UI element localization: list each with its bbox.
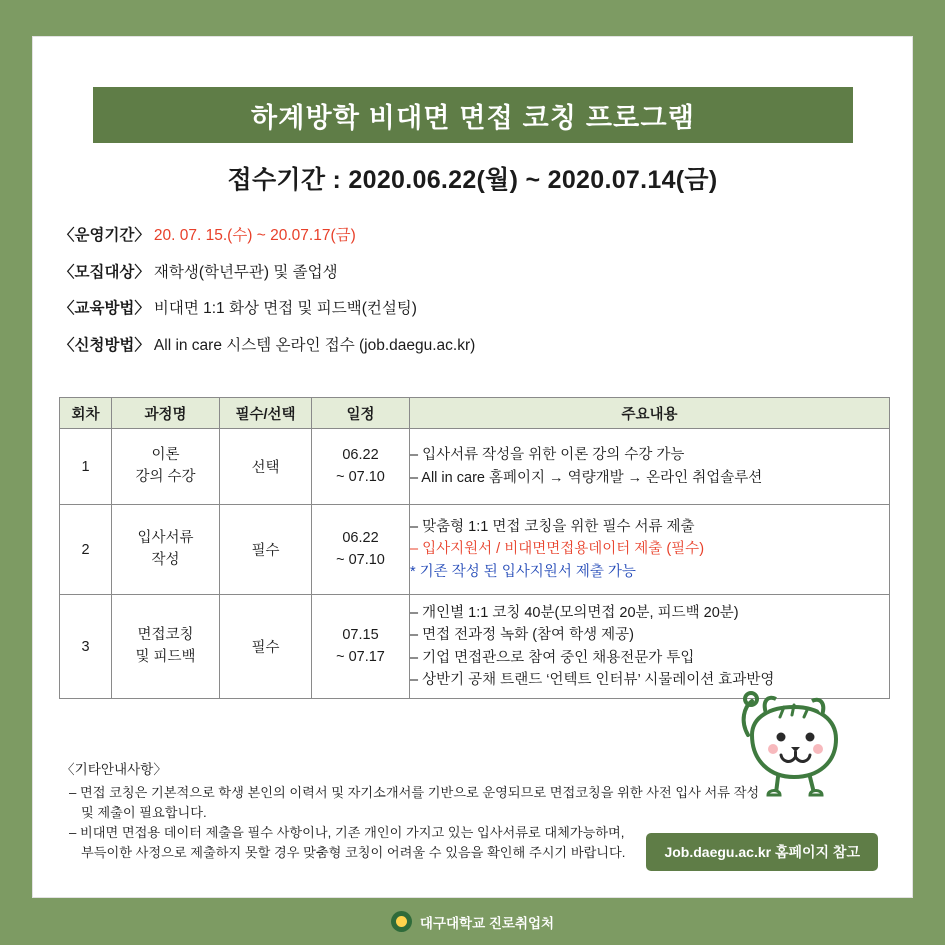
- th-course-name: 과정명: [112, 398, 220, 429]
- cell-course-name-line2: 작성: [151, 551, 180, 568]
- program-table: [59, 397, 890, 699]
- th-main-content: 주요내용: [410, 398, 890, 429]
- note-line: 및 제출이 필요합니다.: [81, 805, 207, 821]
- cell-no: 3: [60, 595, 112, 699]
- cell-schedule: [312, 429, 410, 505]
- table-row: [60, 429, 890, 505]
- cell-course-name-line2: 강의 수강: [135, 468, 196, 485]
- desc-line-highlight: – 입사지원서 / 비대면면접용데이터 제출 (필수): [410, 541, 705, 558]
- desc-line: – 상반기 공채 트랜드 ‘언텍트 인터뷰’ 시물레이션 효과반영: [410, 671, 775, 688]
- info-label: 〈교육방법〉: [59, 300, 150, 317]
- info-value: 20. 07. 15.(수) ~ 20.07.17(금): [153, 227, 356, 244]
- mascot-illustration: [718, 677, 868, 807]
- info-row-target: [59, 260, 889, 282]
- table-row: [60, 505, 890, 595]
- desc-line-note: * 기존 작성 된 입사지원서 제출 가능: [410, 563, 636, 580]
- cell-schedule-line1: 06.22: [342, 530, 379, 547]
- th-no: 회차: [60, 398, 112, 429]
- info-label: 〈모집대상〉: [59, 263, 150, 281]
- desc-line: – 기업 면접관으로 참여 중인 채용전문가 투입: [410, 649, 695, 666]
- cell-course-name-line1: 면접코칭: [137, 627, 194, 644]
- note-line: – 면접 코칭은 기본적으로 학생 본인의 이력서 및 자기소개서를 기반으로 운영되므로 면접코칭을 위한 사전 입사 서류 작성: [69, 785, 760, 801]
- info-row-apply: [59, 333, 889, 355]
- desc-line: – 입사서류 작성을 위한 이론 강의 수강 가능: [410, 447, 685, 464]
- cell-schedule-line1: 07.15: [342, 627, 379, 644]
- footer-org-name: 대구대학교 진로취업처: [419, 915, 555, 931]
- cell-no: 2: [60, 505, 112, 595]
- cell-schedule: [312, 505, 410, 595]
- notes-heading: 〈기타안내사항〉: [61, 762, 167, 777]
- info-row-operating-period: [59, 223, 889, 245]
- cell-description: [410, 505, 890, 595]
- info-block: [59, 223, 889, 369]
- page-title: 하계방학 비대면 면접 코칭 프로그램: [250, 102, 696, 133]
- cell-schedule-line2: ~ 07.17: [336, 648, 385, 665]
- cell-no: 1: [60, 429, 112, 505]
- cell-course-name-line1: 이론: [151, 447, 180, 464]
- desc-line: – 개인별 1:1 코칭 40분(모의면접 20분, 피드백 20분): [410, 604, 739, 621]
- title-banner: [93, 87, 853, 143]
- th-required-optional: 필수/선택: [220, 398, 312, 429]
- cell-schedule-line1: 06.22: [342, 447, 379, 464]
- table-header-row: [60, 398, 890, 429]
- footer-bar: [0, 898, 945, 945]
- homepage-reference-badge[interactable]: Job.daegu.ac.kr 홈페이지 참고: [646, 833, 878, 871]
- cell-required: 선택: [220, 429, 312, 505]
- th-schedule: 일정: [312, 398, 410, 429]
- desc-line: – 맞춤형 1:1 면접 코칭을 위한 필수 서류 제출: [410, 518, 695, 535]
- program-table-wrapper: [59, 397, 889, 699]
- info-value: All in care 시스템 온라인 접수 (job.daegu.ac.kr): [153, 336, 476, 354]
- cell-description: [410, 429, 890, 505]
- desc-line: – All in care 홈페이지 → 역량개발 → 온라인 취업솔루션: [410, 469, 763, 486]
- info-row-method: [59, 296, 889, 318]
- cell-course-name-line1: 입사서류: [137, 530, 194, 547]
- info-label: 〈신청방법〉: [59, 336, 150, 354]
- cell-course-name: [112, 505, 220, 595]
- university-logo-icon: [391, 911, 412, 932]
- info-label: 〈운영기간〉: [59, 227, 150, 244]
- poster-card: [32, 36, 913, 898]
- note-line: 부득이한 사정으로 제출하지 못할 경우 맞춤형 코칭이 어려울 수 있음을 확인해 주시기 바랍니다.: [81, 844, 626, 860]
- cell-course-name-line2: 및 피드백: [135, 648, 196, 665]
- cell-course-name: [112, 429, 220, 505]
- info-value: 비대면 1:1 화상 면접 및 피드백(컨설팅): [153, 300, 417, 317]
- cell-required: 필수: [220, 595, 312, 699]
- cell-schedule-line2: ~ 07.10: [336, 468, 385, 485]
- cell-course-name: [112, 595, 220, 699]
- cell-required: 필수: [220, 505, 312, 595]
- desc-line: – 면접 전과정 녹화 (참여 학생 제공): [410, 627, 634, 644]
- subtitle-period: 접수기간 : 2020.06.22(월) ~ 2020.07.14(금): [227, 166, 718, 194]
- cell-schedule-line2: ~ 07.10: [336, 551, 385, 568]
- note-line: – 비대면 면접용 데이터 제출을 필수 사항이나, 기존 개인이 가지고 있는 입사서류로 대체가능하며,: [69, 824, 625, 840]
- cell-schedule: [312, 595, 410, 699]
- info-value: 재학생(학년무관) 및 졸업생: [153, 263, 338, 281]
